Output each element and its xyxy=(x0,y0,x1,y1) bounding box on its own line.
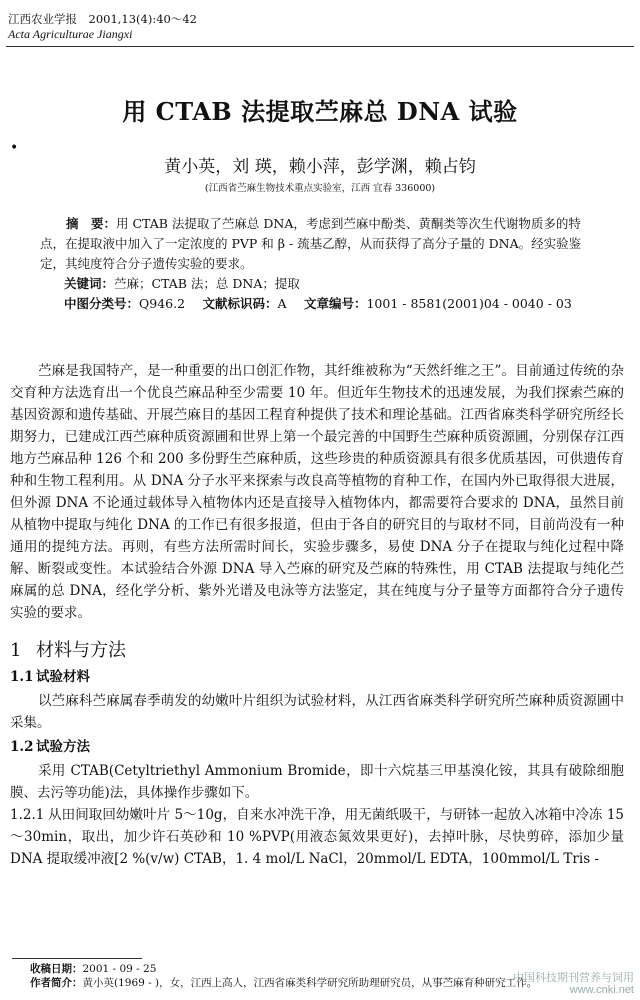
journal-english-name: Acta Agriculturae Jiangxi xyxy=(8,27,133,41)
abstract-text: 用 CTAB 法提取了苎麻总 DNA，考虑到苎麻中酚类、黄酮类等次生代谢物质多的特点，在提取液中加入了一定浓度的 PVP 和 β - 巯基乙醇，从而获得了高分子量的 DNA。经实验鉴定，其纯度符合分子遗传实验的要求。 xyxy=(40,216,582,271)
received-date: 2001 - 09 - 25 xyxy=(82,963,157,975)
keywords-label: 关键词： xyxy=(64,276,115,291)
doc-code-label: 文献标识码： xyxy=(202,296,278,311)
watermark-line-1: 中国科技期刊营养与饲用 xyxy=(513,972,634,984)
keywords-line xyxy=(40,274,595,294)
bullet-mark: • xyxy=(10,140,19,156)
class-value: Q946.2 xyxy=(139,296,186,311)
journal-citation: 江西农业学报 2001,13(4):40～42 xyxy=(8,12,197,26)
paper-title: 用 CTAB 法提取苎麻总 DNA 试验 xyxy=(122,97,518,126)
keywords-value: 苎麻；CTAB 法；总 DNA；提取 xyxy=(114,276,300,291)
author-bio-line xyxy=(30,976,537,990)
footnote-rule xyxy=(12,958,142,959)
class-label: 中图分类号： xyxy=(64,296,140,311)
subsection-title: 试验材料 xyxy=(36,669,90,685)
section-title: 材料与方法 xyxy=(36,640,126,661)
subsection-title: 试验方法 xyxy=(36,739,90,755)
subsection-number: 1.1 xyxy=(10,669,34,685)
abstract-block xyxy=(40,214,595,314)
subsection-heading-1-2 xyxy=(10,736,624,758)
section-heading xyxy=(10,640,624,662)
footnote xyxy=(30,962,537,990)
step-paragraph-1-2-1 xyxy=(10,804,624,870)
received-line xyxy=(30,962,537,976)
subsection-heading-1-1 xyxy=(10,666,624,688)
affiliation: (江西省苎麻生物技术重点实验室，江西 宜春 336000) xyxy=(204,183,436,194)
section-number: 1 xyxy=(10,640,22,661)
abstract-paragraph xyxy=(40,214,595,274)
step-number: 1.2.1 xyxy=(10,807,45,823)
classification-line xyxy=(40,294,595,314)
article-number-label: 文章编号： xyxy=(303,296,367,311)
doc-code-value: A xyxy=(277,296,287,311)
main-body xyxy=(10,360,624,870)
methods-paragraph: 采用 CTAB(Cetyltriethyl Ammonium Bromide，即十六烷基三甲基溴化铵，其具有破除细胞膜、去污等功能)法，具体操作步骤如下。 xyxy=(10,763,624,801)
watermark xyxy=(513,972,634,996)
intro-paragraph: 苎麻是我国特产，是一种重要的出口创汇作物，其纤维被称为“天然纤维之王”。目前通过传统的杂交育种方法选育出一个优良苎麻品种至少需要 10 年。但近年生物技术的迅速发展，为我们探索苎麻的基因资源和遗传基础、开展苎麻目的基因工程育种提供了技术和理论基础。江西省麻类科学研究所经长期努力，已建成江西苎麻种质资源圃和世界上第一个最完善的中国野生苎麻种质资源圃，分别保存江西地方苎麻品种 126 个和 200 多份野生苎麻种质，这些珍贵的种质资源具有很多优质基因，可供遗传育种和生物工程利用。从 DNA 分子水平来探索与改良高等植物的育种工作，在国内外已取得很大进展，但外源 DNA 不论通过载体导入植物体内还是直接导入植物体内，都需要符合要求的 DNA，虽然目前从植物中提取与纯化 DNA 的工作已有很多报道，但由于各自的研究目的与取材不同，目前尚没有一种通用的提纯方法。再则，有些方法所需时间长，实验步骤多，易使 DNA 分子在提取与纯化过程中降解、断裂或变性。本试验结合外源 DNA 导入苎麻的研究及苎麻的特殊性，用 CTAB 法提取与纯化苎麻属的总 DNA，经化学分析、紫外光谱及电泳等方法鉴定，其在纯度与分子量等方面都符合分子遗传实验的要求。 xyxy=(10,363,624,621)
subsection-number: 1.2 xyxy=(10,739,34,755)
article-number-value: 1001 - 8581(2001)04 - 0040 - 03 xyxy=(366,296,572,311)
author-bio: 黄小英(1969 - )，女，江西上高人，江西省麻类科学研究所助理研究员，从事苎麻育种研究工作。 xyxy=(82,977,538,989)
step-text: 从田间取回幼嫩叶片 5～10g，自来水冲洗干净，用无菌纸吸干，与研钵一起放入冰箱中冷冻 15～30min，取出，加少许石英砂和 10 %PVP(用液态氮效果更好)，去掉叶脉，尽快剪碎，添加少量 DNA 提取缓冲液[2 %(v/w) CTAB，1. 4 mol/L NaCl，20mmol/L EDTA，100mmol/L Tris - xyxy=(10,807,624,867)
author-bio-label: 作者简介： xyxy=(30,977,83,989)
materials-paragraph: 以苎麻科苎麻属春季萌发的幼嫩叶片组织为试验材料，从江西省麻类科学研究所苎麻种质资源圃中采集。 xyxy=(10,693,624,731)
watermark-line-2: www.cnki.net xyxy=(569,984,634,996)
received-label: 收稿日期： xyxy=(30,963,83,975)
author-list: 黄小英，刘 瑛，赖小萍，彭学渊，赖占钧 xyxy=(164,157,476,177)
journal-header xyxy=(8,12,197,42)
header-rule xyxy=(6,46,634,47)
abstract-label: 摘 要： xyxy=(66,216,117,231)
